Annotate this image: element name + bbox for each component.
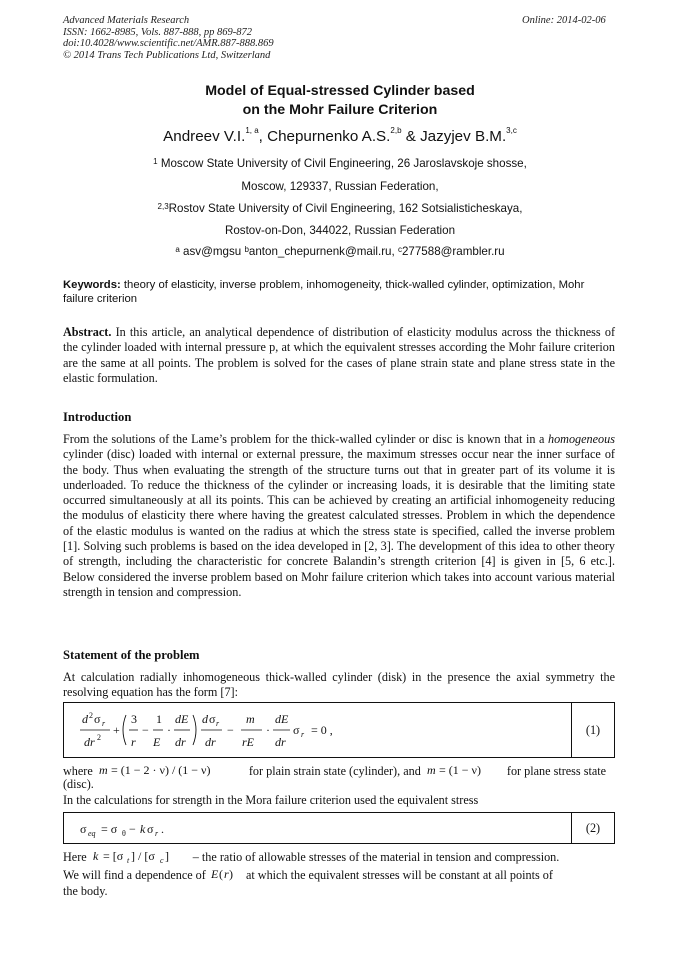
svg-text:dr: dr <box>175 735 186 749</box>
svg-text:σ: σ <box>209 712 216 726</box>
find-dependence-line <box>63 866 615 883</box>
svg-text:c: c <box>159 856 164 864</box>
svg-text:E: E <box>153 735 161 749</box>
here-text: – the ratio of allowable stresses of the material in tension and compression. <box>192 850 560 864</box>
svg-text:θ: θ <box>122 829 126 838</box>
title-line-2: on the Mohr Failure Criterion <box>242 102 438 118</box>
svg-text:]: ] <box>164 849 169 863</box>
issn-line: ISSN: 1662-8985, Vols. 887-888, pp 869-872 <box>63 26 252 38</box>
where-text: where <box>63 764 93 778</box>
svg-text:σ: σ <box>147 822 154 836</box>
svg-text:·: · <box>266 723 270 737</box>
svg-text:m: m <box>98 763 108 777</box>
affiliation-sup: 2,3 <box>157 202 169 211</box>
svg-text:): ) <box>228 867 233 881</box>
keywords-text: theory of elasticity, inverse problem, inhomogeneity, thick-walled cylinder, optimization, Mohr failure criterion <box>63 279 585 305</box>
affiliation-text: Rostov State University of Civil Engineering, 162 Sotsialisticheskaya, <box>168 202 523 215</box>
svg-text:r: r <box>131 735 136 749</box>
email-c: 277588@rambler.ru <box>401 245 505 258</box>
equation-2-number: (2) <box>571 813 614 843</box>
svg-text:m: m <box>246 712 255 726</box>
author-name: , Chepurnenko A.S. <box>258 128 391 145</box>
svg-text:r: r <box>102 719 106 728</box>
equation-1 <box>63 702 615 758</box>
intro-italic: homogeneous <box>547 432 615 446</box>
section-heading-introduction: Introduction <box>63 410 132 424</box>
where-formula-m-plane-strain <box>96 762 246 778</box>
svg-text:r: r <box>216 719 220 728</box>
svg-text:−: − <box>227 723 234 737</box>
author-name: & Jazyjev B.M. <box>401 128 507 145</box>
elastic-modulus-formula <box>209 866 243 882</box>
where-text: for plain strain state (cylinder), and <box>248 764 421 778</box>
equation-1-formula <box>64 703 574 759</box>
where-formula-m-plane-stress <box>424 762 504 778</box>
svg-text:= [σ: = [σ <box>102 849 123 863</box>
doi-line: doi:10.4028/www.scientific.net/AMR.887-888.869 <box>63 38 274 49</box>
svg-text:m: m <box>426 763 436 777</box>
svg-text:dr: dr <box>275 735 286 749</box>
author-sup: 2,b <box>390 126 402 135</box>
email-b: anton_chepurnenk@mail.ru, <box>248 245 398 258</box>
here-text: Here <box>63 850 87 864</box>
svg-text:1: 1 <box>156 712 162 726</box>
find-text: We will find a dependence of <box>63 868 206 882</box>
abstract <box>63 325 615 386</box>
svg-text:= (1 − ν): = (1 − ν) <box>438 763 481 777</box>
introduction-paragraph <box>63 432 615 600</box>
svg-text:2: 2 <box>89 711 93 720</box>
email-line <box>60 245 620 259</box>
affiliation-1 <box>60 157 620 171</box>
abstract-label: Abstract. <box>63 325 112 339</box>
svg-text:= σ: = σ <box>101 822 118 836</box>
email-a: asv@mgsu <box>179 245 245 258</box>
svg-text:eq: eq <box>88 829 96 838</box>
svg-text:σ: σ <box>293 723 300 737</box>
equation-2 <box>63 812 615 844</box>
svg-text:·: · <box>167 723 171 737</box>
author-name: Andreev V.I. <box>163 128 246 145</box>
copyright-line: © 2014 Trans Tech Publications Ltd, Switzerland <box>63 49 271 61</box>
find-text: at which the equivalent stresses will be constant at all points of <box>245 868 553 882</box>
where-text: for plane stress state <box>506 764 607 778</box>
email-sup: b <box>244 245 249 254</box>
keywords <box>63 278 615 306</box>
svg-text:(: ( <box>218 867 223 881</box>
online-date: Online: 2014-02-06 <box>522 15 606 26</box>
equivalent-stress-intro: In the calculations for strength in the Mora failure criterion used the equivalent stress <box>63 793 479 807</box>
svg-text:−: − <box>129 822 136 836</box>
svg-text:−: − <box>142 723 149 737</box>
svg-text:dE: dE <box>175 712 189 726</box>
equation-2-formula <box>64 813 574 845</box>
email-sup: a <box>175 245 180 254</box>
svg-text:dr: dr <box>84 735 95 749</box>
svg-text:d: d <box>202 712 208 726</box>
here-line <box>63 848 615 865</box>
svg-text:E: E <box>210 867 219 881</box>
svg-text:2: 2 <box>97 733 101 742</box>
svg-text:dE: dE <box>275 712 289 726</box>
statement-paragraph: At calculation radially inhomogeneous thick-walled cylinder (disk) in the presence the axial symmetry the resolving equation has the form [7]: <box>63 670 615 700</box>
svg-text:r: r <box>155 829 159 838</box>
svg-text:k: k <box>140 822 146 836</box>
affiliation-text: Moscow State University of Civil Engineering, 26 Jaroslavskoje shosse, <box>157 157 527 170</box>
title-line-1: Model of Equal-stressed Cylinder based <box>205 83 475 99</box>
svg-text:σ: σ <box>80 822 87 836</box>
affiliation-2-cont: Rostov-on-Don, 344022, Russian Federation <box>224 224 456 237</box>
svg-text:dr: dr <box>205 735 216 749</box>
affiliation-sup: 1 <box>153 157 158 166</box>
journal-name: Advanced Materials Research <box>63 15 190 26</box>
paper-title <box>60 82 620 120</box>
affiliation-2 <box>60 202 620 216</box>
svg-text:σ: σ <box>94 712 101 726</box>
journal-header <box>63 15 274 61</box>
svg-text:r: r <box>301 730 305 739</box>
author-sup: 3,c <box>506 126 517 135</box>
svg-text:+: + <box>113 723 120 737</box>
svg-text:r: r <box>223 867 229 881</box>
equation-1-number: (1) <box>571 703 614 757</box>
svg-text:d: d <box>82 712 88 726</box>
svg-text:t: t <box>126 856 129 864</box>
svg-text:rE: rE <box>242 735 254 749</box>
affiliation-1-cont: Moscow, 129337, Russian Federation, <box>241 180 439 193</box>
intro-text-rest: cylinder (disc) loaded with internal or external pressure, the maximum stresses occur near the inner surface of the body. Thus when evaluating the strength of the structure turns out that in greater part of its volume it is underloaded. To reduce the thickness of the cylinder or increasing loads, it is desirable that the limiting state occurred simultaneously at all its points. This can be achieved by creating an artificial inhomogeneity reducing the modulus of elasticity there where having the greatest calculated stresses. Problem in which the dependence of the elastic modulus is wanted on the radius at which the stress state is specified, called the inverse problem [1]. Solving such problems is based on the idea developed in [2, 3]. The development of this idea to other theory of strength, including the characteristic for concrete Balandin’s strength criterion [4] is given in [5, 6 etc.]. Below considered the inverse problem based on Mohr failure criterion which takes into account various material strength in tension and compression. <box>63 447 615 599</box>
keywords-label: Keywords: <box>63 279 121 291</box>
abstract-text: In this article, an analytical dependence of distribution of elasticity modulus across the thickness of the cylinder loaded with internal pressure p, at which the equivalent stresses according the Mohr failure criterion are the same at all points. The problem is solved for the cases of plane strain state and plane stress state in the elastic formulation. <box>63 325 615 385</box>
svg-text:k: k <box>92 849 99 863</box>
find-dependence-cont: the body. <box>63 884 108 898</box>
author-sup: 1, a <box>245 126 259 135</box>
svg-text:= (1 − 2 · ν) / (1 − ν): = (1 − 2 · ν) / (1 − ν) <box>110 763 211 777</box>
svg-text:.: . <box>161 822 164 836</box>
ratio-formula-k <box>90 848 190 864</box>
email-sup: c <box>397 245 402 254</box>
svg-text:= 0 ,: = 0 , <box>311 723 333 737</box>
intro-text: From the solutions of the Lame’s problem for the thick-walled cylinder or disc is known that in a <box>63 432 548 446</box>
section-heading-statement: Statement of the problem <box>63 648 200 662</box>
svg-text:3: 3 <box>131 712 137 726</box>
svg-text:] / [σ: ] / [σ <box>130 849 155 863</box>
author-list <box>60 128 620 145</box>
where-line-cont: (disc). <box>63 777 94 791</box>
